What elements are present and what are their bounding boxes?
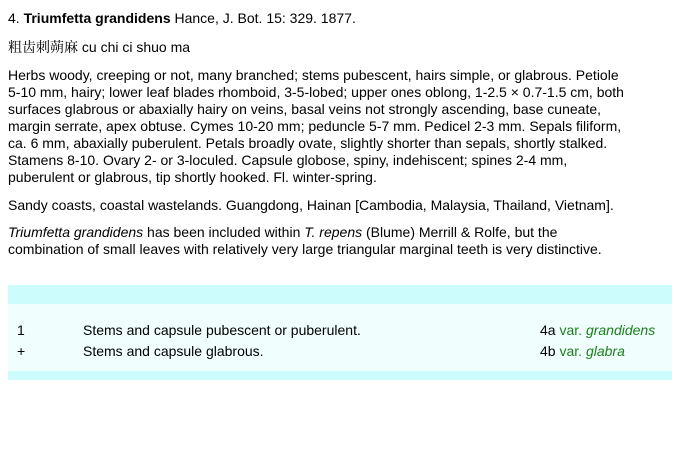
variety-rank-link[interactable]: var. <box>559 322 583 338</box>
description-line: Stamens 8-10. Ovary 2- or 3-loculed. Capsule globose, spiny, indehiscent; spines 2-4 mm, <box>8 152 568 168</box>
key-footer-bar <box>8 371 672 380</box>
habitat-distribution: Sandy coasts, coastal wastelands. Guangdong, Hainan [Cambodia, Malaysia, Thailand, Vietnam]. <box>8 197 614 213</box>
description-line: margin serrate, apex obtuse. Cymes 10-20 mm; peduncle 5-7 mm. Pedicel 2-3 mm. Sepals filiform, <box>8 118 622 134</box>
chinese-name: 粗齿刺蒴麻 cu chi ci shuo ma <box>8 39 191 55</box>
species-name: Triumfetta grandidens <box>23 10 171 26</box>
key-lead-number: + <box>17 343 26 359</box>
note-text: (Blume) Merrill & Rolfe, but the <box>362 224 558 240</box>
species-heading <box>8 10 356 27</box>
key-row <box>8 342 672 360</box>
taxonomic-note <box>8 224 668 258</box>
key-result-number: 4a <box>540 322 556 338</box>
description-line: Herbs woody, creeping or not, many branched; stems pubescent, hairs simple, or glabrous. Petiole <box>8 67 619 83</box>
key-description: Stems and capsule glabrous. <box>83 343 264 359</box>
variety-rank-link[interactable]: var. <box>559 343 583 359</box>
description-line: ca. 6 mm, abaxially puberulent. Petals broadly ovate, slightly shorter than sepals, shortly stalked. <box>8 135 608 151</box>
key-header-bar <box>8 285 672 304</box>
note-taxon: Triumfetta grandidens <box>8 224 144 240</box>
key-lead-number: 1 <box>17 322 25 338</box>
note-line <box>8 224 668 241</box>
note-line: combination of small leaves with relatively very large triangular marginal teeth is very distinctive. <box>8 241 602 257</box>
key-result-number: 4b <box>540 343 556 359</box>
key-result <box>540 342 625 360</box>
description <box>8 67 668 186</box>
species-number: 4. <box>8 10 20 26</box>
description-line: surfaces glabrous or abaxially hairy on veins, basal veins not strongly ascending, base cuneate, <box>8 101 602 117</box>
key-result <box>540 321 655 339</box>
note-text: has been included within <box>143 224 305 240</box>
variety-epithet-link[interactable]: grandidens <box>585 322 656 338</box>
note-ref-taxon: T. repens <box>304 224 363 240</box>
key-row <box>8 321 672 339</box>
variety-epithet-link[interactable]: glabra <box>585 343 625 359</box>
description-line: puberulent or glabrous, tip shortly hooked. Fl. winter-spring. <box>8 169 377 185</box>
species-citation: Hance, J. Bot. 15: 329. 1877. <box>174 10 356 26</box>
description-line: 5-10 mm, hairy; lower leaf blades rhomboid, 3-5-lobed; upper ones oblong, 1-2.5 × 0.7-1.5 cm, both <box>8 84 624 100</box>
key-description: Stems and capsule pubescent or puberulent. <box>83 322 361 338</box>
identification-key <box>8 285 672 380</box>
